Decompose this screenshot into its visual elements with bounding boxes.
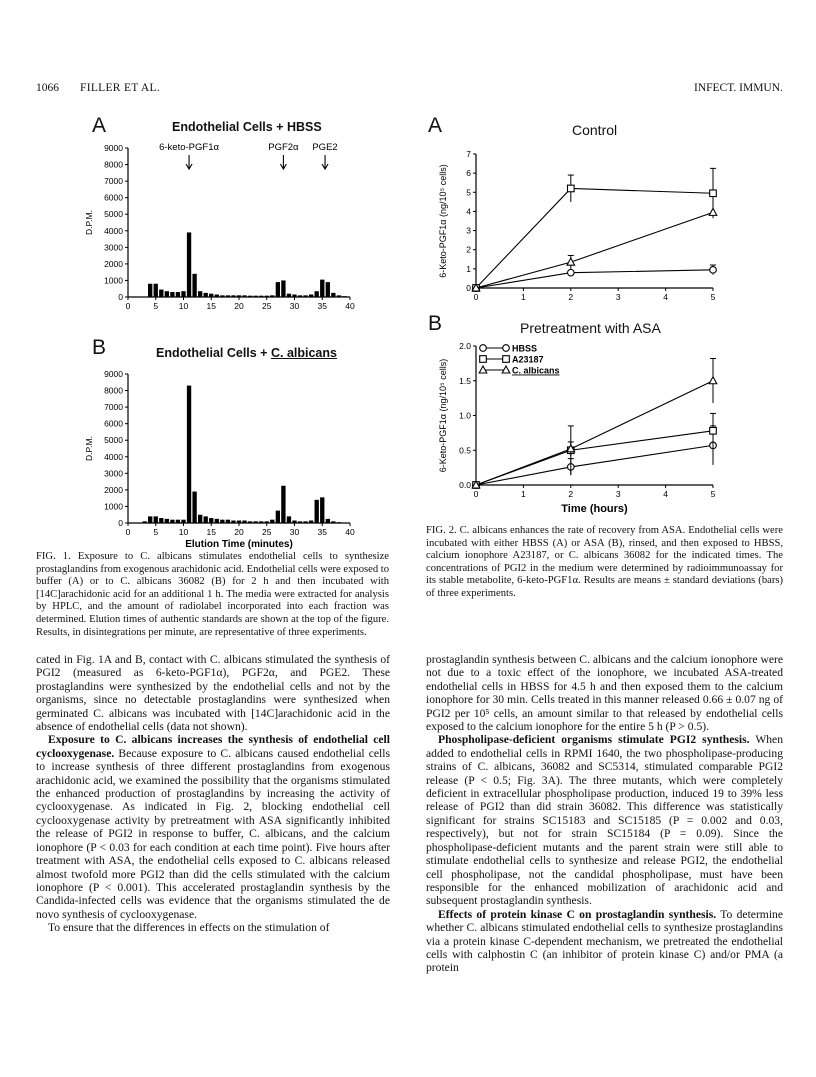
fig2a-chart	[428, 134, 728, 304]
fig1b-x-tick-label: 30	[289, 527, 300, 537]
left-column	[36, 653, 390, 935]
fig2a-y-tick-label: 7	[466, 149, 471, 159]
fig1b-bar	[192, 492, 196, 523]
section-heading-cyclooxygenase: Exposure to C. albicans increases the synthesis of endothelial cell cyclooxygenase.	[36, 733, 390, 760]
fig2b-axes	[438, 341, 716, 515]
fig2b-y-label: 6-Keto-PGF1α (ng/10⁵ cells)	[438, 358, 448, 473]
fig1b-y-tick-label: 4000	[104, 451, 123, 462]
fig1a-bar	[187, 232, 191, 297]
fig2b-x-tick-label: 5	[710, 489, 716, 499]
fig1a-x-tick-label: 10	[178, 301, 189, 311]
fig2b-y-tick-label: 1.0	[459, 410, 471, 421]
fig1b-bars	[142, 386, 341, 523]
fig1b-y-tick-label: 6000	[104, 418, 123, 429]
fig2b-line-2	[476, 381, 713, 485]
fig2a-line-1	[476, 188, 713, 288]
fig1a-bar	[276, 282, 280, 297]
fig1b-y-tick-label: 0	[118, 518, 123, 528]
fig1b-x-tick-label: 20	[234, 527, 244, 537]
fig1b-bar	[331, 521, 335, 523]
fig1a-bar	[265, 296, 269, 297]
fig1a-bar	[309, 295, 313, 297]
fig2a-x-tick-label: 0	[473, 292, 479, 302]
left-paragraph-2	[36, 733, 390, 921]
fig1a-bar	[204, 293, 208, 297]
fig1b-bar	[142, 521, 146, 523]
fig1a-title: Endothelial Cells + HBSS	[172, 120, 322, 134]
fig1a-x-tick-label: 0	[125, 301, 131, 311]
fig2b-legend	[479, 344, 559, 376]
fig2b-x-tick-label: 3	[615, 489, 621, 499]
fig1b-bar	[253, 521, 257, 523]
fig2a-x-tick-label: 4	[663, 292, 668, 302]
fig1b-bar	[242, 521, 246, 523]
fig2b-title: Pretreatment with ASA	[520, 320, 661, 336]
page-number: 1066	[36, 82, 59, 94]
fig2a-y-tick-label: 6	[466, 168, 471, 179]
fig1b-bar	[226, 520, 230, 523]
fig1b-bar	[292, 521, 296, 523]
fig2b-line-0	[476, 445, 713, 485]
left-paragraph-2-text: Because exposure to C. albicans caused endothelial cells to increase synthesis of three different prostaglandins from exogenous arachidonic acid, we examined the possibility that the organisms stimulated the enhanced production of prostaglandins by increasing the activity of cyclooxygenase. As indicated in Fig. 2, blocking endothelial cell cyclooxygenase activity by pretreatment with ASA significantly inhibited the release of PGI2 in response to buffer, C. albicans, and the calcium ionophore (P < 0.03 for each condition at each time point). Five hours after treatment with ASA, the endothelial cells exposed to C. albicans released almost twofold more PGI2 than did the cells stimulated with the calcium ionophore (P < 0.001). This accelerated prostaglandin synthesis by the Candida-infected cells was evidence that the organisms stimulated the de novo synthesis of cyclooxygenase.	[36, 746, 390, 921]
fig1b-bar	[259, 521, 263, 523]
legend-hbss-marker-start	[480, 345, 487, 352]
legend-a23187-marker-start	[480, 356, 487, 363]
fig1a-bar	[248, 296, 252, 297]
legend-hbss-label: HBSS	[512, 343, 538, 354]
fig2b-x-tick-label: 4	[663, 489, 668, 499]
fig1b-y-tick-label: 1000	[104, 501, 123, 512]
fig2a-point-0	[710, 267, 717, 274]
fig1a-y-tick-label: 9000	[104, 143, 123, 153]
fig2a-point-2	[709, 208, 717, 215]
legend-hbss-marker-end	[503, 345, 510, 352]
fig1a-standard-pge2-label: PGE2	[312, 142, 338, 153]
right-paragraph-3	[426, 908, 783, 975]
fig1a-x-tick-label: 40	[345, 301, 355, 311]
fig1a-bar	[226, 295, 230, 297]
fig2a-point-0	[568, 269, 575, 276]
fig1a-bar	[287, 294, 291, 297]
fig1a-bar	[242, 295, 246, 297]
fig1a-y-label: D.P.M.	[84, 210, 94, 235]
fig1b-bar	[337, 522, 341, 523]
fig1a-standard-pgf2a-label: PGF2α	[268, 142, 299, 153]
fig1b-letter: B	[92, 336, 107, 359]
right-paragraph-2-text: When added to endothelial cells in RPMI 1640, the two phospholipase-producing strains of C. albicans, 36082 and SC5314, stimulated comparable PGI2 release (P < 0.5; Fig. 3A). The three mutants, which were completely deficient in extracellular phospholipase production, induced 19 to 39% less release of PGI2 than did strain 36082. This difference was statistically significant for strains SC15183 and SC15185 (P = 0.002 and 0.03, respectively), but not for strain SC15184 (P = 0.09). Since the phospholipase-deficient mutants and the parent strain were still able to stimulate endothelial cells to synthesize and release PGI2, the endothelial cell phospholipase, not the candidal phospholipase, must have been responsible for the enhanced mobilization of arachidonic acid and subsequent prostaglandin synthesis.	[426, 733, 784, 908]
fig1a-bar	[192, 274, 196, 297]
fig1a-bar	[159, 290, 163, 297]
fig1b-bar	[303, 521, 307, 523]
fig1a-bar	[181, 291, 185, 297]
fig1a-bar	[154, 284, 158, 297]
fig1a-chart	[70, 134, 390, 314]
fig2a-y-tick-label: 3	[466, 225, 471, 236]
section-heading-phospholipase: Phospholipase-deficient organisms stimulate PGI2 synthesis.	[438, 733, 750, 747]
legend-a23187-marker-end	[503, 356, 510, 363]
fig1b-bar	[265, 521, 269, 523]
fig2b-chart	[428, 334, 728, 516]
fig1a-x-tick-label: 30	[289, 301, 300, 311]
fig1a-bars	[148, 232, 347, 297]
fig1a-y-tick-label: 1000	[104, 275, 123, 286]
fig1a-bar	[215, 295, 219, 297]
fig1a-bar	[303, 295, 307, 297]
fig1a-y-tick-label: 6000	[104, 192, 123, 203]
fig1a-bar	[320, 280, 324, 297]
fig2b-letter: B	[428, 312, 443, 335]
fig1b-bar	[148, 516, 152, 523]
fig1b-bar	[298, 521, 302, 523]
fig2b-point-2	[709, 377, 717, 384]
left-paragraph-1: cated in Fig. 1A and B, contact with C. albicans stimulated the synthesis of PGI2 (measured as 6-keto-PGF1α), PGF2α, and PGE2. These prostaglandins were synthesized by the endothelial cells and not by the organisms, since no detectable prostaglandins were synthesized when germinated C. albicans was incubated with [14C]arachidonic acid in the absence of endothelial cells (data not shown).	[36, 653, 390, 734]
fig1b-y-tick-label: 7000	[104, 402, 123, 413]
fig1a-standards	[159, 142, 338, 169]
fig1a-bar	[198, 291, 202, 297]
fig1a-y-tick-label: 3000	[104, 242, 123, 253]
fig2a-letter: A	[428, 114, 443, 137]
fig1a-bar	[170, 292, 174, 297]
fig2b-x-tick-label: 1	[521, 489, 526, 499]
fig1a-axes	[84, 143, 355, 311]
fig1b-y-tick-label: 8000	[104, 385, 123, 396]
fig2b-y-tick-label: 0.5	[459, 445, 471, 456]
fig1b-bar	[276, 511, 280, 523]
fig1b-y-tick-label: 9000	[104, 369, 123, 379]
fig1a-y-tick-label: 4000	[104, 225, 123, 236]
fig1a-x-tick-label: 5	[153, 301, 159, 311]
fig1a-bar	[342, 296, 346, 297]
fig1a-y-tick-label: 0	[118, 292, 123, 302]
fig1a-y-tick-label: 8000	[104, 159, 123, 170]
running-journal: INFECT. IMMUN.	[694, 82, 783, 94]
fig1b-y-tick-label: 3000	[104, 468, 123, 479]
right-paragraph-2	[426, 733, 783, 907]
fig2b-y-tick-label: 2.0	[459, 341, 471, 351]
fig1a-bar	[237, 295, 241, 297]
fig2a-x-tick-label: 3	[615, 292, 621, 302]
fig1a-y-tick-label: 2000	[104, 258, 123, 269]
fig1b-bar	[159, 518, 163, 523]
fig1a-bar	[253, 296, 257, 297]
fig1b-bar	[248, 521, 252, 523]
fig2b-x-tick-label: 0	[473, 489, 479, 499]
fig1a-x-tick-label: 25	[262, 301, 272, 311]
fig1a-bar	[326, 282, 330, 297]
fig1b-bar	[320, 497, 324, 523]
fig1b-bar	[187, 386, 191, 523]
fig1b-bar	[204, 516, 208, 523]
fig2a-point-1	[568, 185, 575, 192]
fig1a-x-tick-label: 20	[234, 301, 244, 311]
fig1b-bar	[215, 519, 219, 523]
right-paragraph-1: prostaglandin synthesis between C. albicans and the calcium ionophore were not due to a toxic effect of the ionophore, we incubated ASA-treated endothelial cells in HBSS for 4.5 h and then exposed them to the calcium ionophore for 30 min. Cells treated in this manner released 0.66 ± 0.07 ng of PGI2 per 10⁵ cells, an amount similar to that released by endothelial cells exposed to the calcium ionophore for the entire 5 h (P > 0.5).	[426, 653, 783, 734]
fig2a-title: Control	[572, 122, 618, 138]
fig1b-chart	[70, 360, 390, 550]
fig1b-bar	[231, 521, 235, 523]
fig1a-letter: A	[92, 114, 107, 137]
fig2b-y-tick-label: 1.5	[459, 375, 471, 386]
legend-c-albicans-label: C. albicans	[512, 365, 560, 376]
right-paragraph-3-text: To determine whether C. albicans stimulated endothelial cells to synthesize prostaglandins via a protein kinase C-dependent mechanism, we pretreated the endothelial cells with calphostin C (an inhibitor of protein kinase C) and/or PMA (a protein	[426, 907, 783, 975]
fig2a-y-label: 6-Keto-PGF1α (ng/10⁵ cells)	[438, 164, 448, 278]
fig1b-bar	[281, 486, 285, 523]
fig1a-bar	[337, 295, 341, 297]
fig2a-y-tick-label: 2	[466, 244, 471, 255]
fig1b-x-tick-label: 10	[178, 527, 189, 537]
fig2a-y-tick-label: 0	[466, 283, 471, 293]
fig1a-bar	[259, 296, 263, 297]
fig1b-x-tick-label: 25	[262, 527, 272, 537]
fig1a-x-tick-label: 35	[317, 301, 327, 311]
fig1b-bar	[309, 521, 313, 523]
fig1b-bar	[198, 515, 202, 523]
fig1a-bar	[270, 295, 274, 297]
fig1b-x-tick-label: 40	[345, 527, 355, 537]
fig2a-line-0	[476, 270, 713, 288]
fig2-caption: FIG. 2. C. albicans enhances the rate of recovery from ASA. Endothelial cells were incubated with either HBSS (A) or ASA (B), rinsed, and then exposed to HBSS, calcium ionophore A23187, or C. albicans 36082 for the indicated times. The concentrations of PGI2 in the medium were determined by radioimmunoassay for its stable metabolite, 6-keto-PGF1α. Results are means ± standard deviations (bars) of three experiments.	[426, 525, 783, 599]
fig1a-bar	[165, 291, 169, 297]
fig1a-bar	[315, 291, 319, 297]
fig2a-point-1	[710, 190, 717, 197]
right-column	[426, 653, 783, 975]
fig2a-x-tick-label: 5	[710, 292, 716, 302]
fig1b-title	[156, 346, 337, 360]
fig2a-y-tick-label: 4	[466, 206, 471, 217]
fig1b-bar	[287, 516, 291, 523]
fig2a-x-tick-label: 1	[521, 292, 526, 302]
fig1a-x-tick-label: 15	[206, 301, 216, 311]
fig1b-y-tick-label: 2000	[104, 484, 123, 495]
fig2b-y-tick-label: 0.0	[459, 480, 471, 490]
fig1b-bar	[165, 519, 169, 523]
fig1b-x-tick-label: 15	[206, 527, 216, 537]
fig1a-standard-6keto-label: 6-keto-PGF1α	[159, 142, 219, 153]
fig1a-bar	[209, 294, 213, 297]
fig1b-x-tick-label: 5	[153, 527, 159, 537]
fig1b-title-prefix: Endothelial Cells +	[156, 346, 271, 360]
fig1a-y-tick-label: 5000	[104, 209, 123, 220]
fig2b-point-1	[710, 427, 717, 434]
fig2a-y-tick-label: 5	[466, 187, 471, 198]
fig1-caption: FIG. 1. Exposure to C. albicans stimulates endothelial cells to synthesize prostaglandins from exogenous arachidonic acid. Endothelial cells were exposed to buffer (A) or to C. albicans 36082 (B) for 2 h and then incubated with [14C]arachidonic acid for an additional 1 h. The media were extracted for analysis by HPLC, and the amount of radiolabel incorporated into each fraction was determined. Elution times of authentic standards are shown at the top of the figure. Results, in disintegrations per minute, are representative of three experiments.	[36, 551, 390, 638]
fig2a-y-tick-label: 1	[466, 263, 471, 274]
left-paragraph-3: To ensure that the differences in effects on the stimulation of	[48, 921, 330, 935]
legend-a23187-label: A23187	[512, 354, 544, 365]
fig1a-bar	[331, 293, 335, 297]
fig1b-bar	[326, 519, 330, 523]
fig2a-x-tick-label: 2	[568, 292, 574, 302]
fig1b-y-label: D.P.M.	[84, 436, 94, 461]
fig1b-bar	[209, 518, 213, 523]
fig1b-x-tick-label: 35	[317, 527, 327, 537]
fig1a-bar	[148, 284, 152, 297]
fig1b-bar	[315, 500, 319, 523]
fig1b-x-tick-label: 0	[125, 527, 131, 537]
fig2b-line-1	[476, 431, 713, 485]
fig1a-bar	[292, 295, 296, 297]
fig1a-bar	[281, 280, 285, 297]
fig1b-bar	[270, 520, 274, 523]
fig2b-x-tick-label: 2	[568, 489, 574, 499]
fig1b-y-tick-label: 5000	[104, 435, 123, 446]
fig1b-bar	[170, 520, 174, 523]
fig1b-bar	[154, 516, 158, 523]
fig1a-bar	[298, 295, 302, 297]
running-authors: FILLER ET AL.	[80, 82, 161, 94]
fig1b-title-organism: C. albicans	[270, 346, 337, 360]
fig1b-bar	[220, 520, 224, 523]
fig1b-x-label: Elution Time (minutes)	[185, 539, 293, 550]
fig1a-bar	[176, 292, 180, 297]
section-heading-protein-kinase-c: Effects of protein kinase C on prostaglandin synthesis.	[438, 907, 717, 921]
fig1a-bar	[231, 295, 235, 297]
fig1b-bar	[237, 521, 241, 523]
fig2a-series	[472, 168, 717, 291]
fig2b-series	[472, 359, 717, 489]
fig1b-bar	[181, 520, 185, 523]
fig1b-bar	[176, 520, 180, 523]
fig1a-y-tick-label: 7000	[104, 176, 123, 187]
fig1a-bar	[220, 295, 224, 297]
fig2b-x-label: Time (hours)	[561, 503, 628, 515]
fig1b-axes	[84, 369, 355, 550]
